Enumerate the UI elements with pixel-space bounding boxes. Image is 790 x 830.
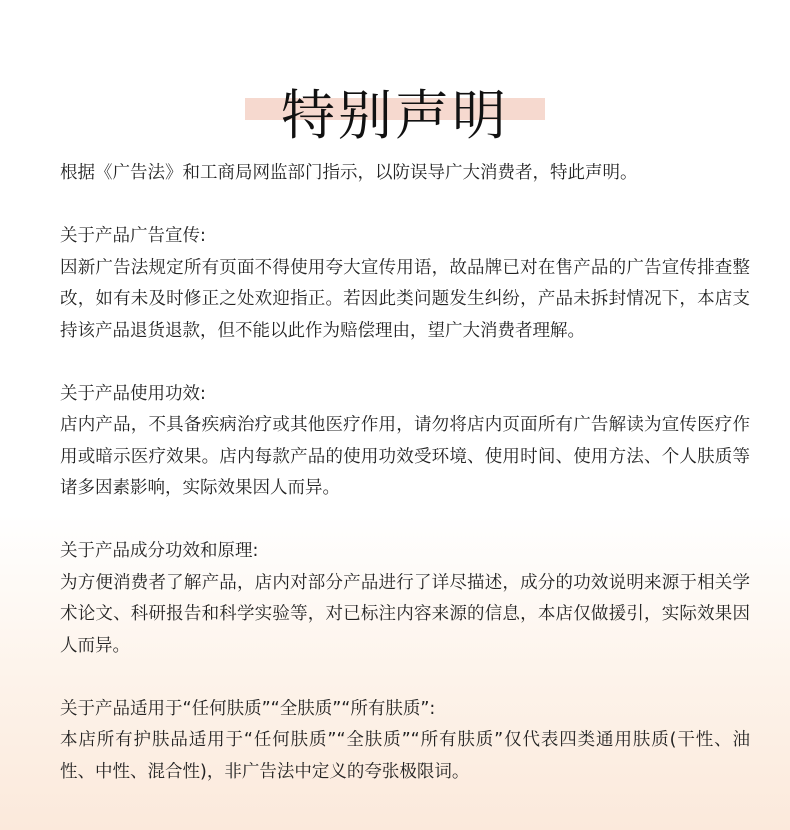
section-ingredients [60, 536, 750, 662]
page-title: 特别声明 [281, 84, 509, 148]
section-advertising [60, 221, 750, 347]
statement-content [60, 158, 750, 788]
intro-paragraph: 根据《广告法》和工商局网监部门指示，以防误导广大消费者，特此声明。 [60, 163, 638, 183]
section-body: 店内产品，不具备疾病治疗或其他医疗作用，请勿将店内页面所有广告解读为宣传医疗作用或暗示医疗效果。店内每款产品的使用功效受环境、使用时间、使用方法、个人肤质等诸多因素影响，实际效果因人而异。 [60, 415, 750, 498]
section-body: 本店所有护肤品适用于“任何肤质”“全肤质”“所有肤质”仅代表四类通用肤质(干性、油性、中性、混合性)，非广告法中定义的夸张极限词。 [60, 730, 750, 782]
section-heading: 关于产品使用功效: [60, 383, 206, 404]
section-heading: 关于产品广告宣传: [60, 226, 206, 246]
section-efficacy [60, 379, 750, 505]
section-body: 因新广告法规定所有页面不得使用夸大宣传用语，故品牌已对在售产品的广告宣传排查整改，如有未及时修正之处欢迎指正。若因此类问题发生纠纷，产品未拆封情况下，本店支持该产品退货退款，但不能以此作为赔偿理由，望广大消费者理解。 [60, 257, 750, 341]
section-heading: 关于产品成分功效和原理: [60, 541, 259, 561]
section-skin-types [60, 694, 750, 789]
section-heading: 关于产品适用于“任何肤质”“全肤质”“所有肤质”: [60, 698, 436, 719]
section-body: 为方便消费者了解产品，店内对部分产品进行了详尽描述，成分的功效说明来源于相关学术论文、科研报告和科学实验等，对已标注内容来源的信息，本店仅做援引，实际效果因人而异。 [60, 572, 750, 656]
title-block [0, 42, 790, 148]
